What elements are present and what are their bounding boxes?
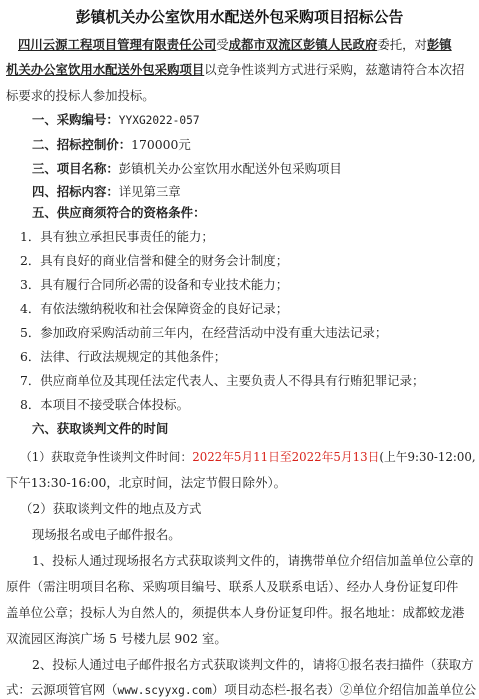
qualification-item: 2．具有良好的商业信誉和健全的财务会计制度； [20, 253, 289, 268]
qualification-item: 5．参加政府采购活动前三年内，在经营活动中没有重大违法记录； [20, 325, 388, 340]
website-link[interactable]: www.scyyxg.com [117, 684, 212, 697]
item-value: YYXG2022-057 [118, 114, 200, 127]
item-value: 详见第三章 [118, 184, 181, 199]
time-text: （1）获取竞争性谈判文件时间： [20, 450, 193, 464]
onsite-line: 双流园区海滨广场 5 号楼九层 902 室。 [6, 631, 227, 646]
qualification-heading: 五、供应商须符合的资格条件： [32, 205, 206, 220]
place-heading: （2）获取谈判文件的地点及方式 [20, 501, 202, 516]
intro-line-2 [6, 62, 464, 78]
item-control-price [32, 137, 191, 153]
item-label: 三、项目名称： [32, 161, 119, 176]
item-procurement-number [32, 112, 200, 129]
item-label: 一、采购编号： [32, 112, 119, 127]
item-label: 四、招标内容： [32, 184, 119, 199]
onsite-line: 原件（需注明项目名称、采购项目编号、联系人及联系电话）、经办人身份证复印件 [6, 579, 459, 594]
intro-text: 受 [216, 37, 229, 52]
item-label: 二、招标控制价： [32, 137, 132, 152]
onsite-line: 盖单位公章；投标人为自然人的，须提供本人身份证复印件。报名地址：成都蛟龙港 [6, 605, 465, 620]
qualification-item: 8．本项目不接受联合体投标。 [20, 397, 189, 412]
qualification-item: 3．具有履行合同所必需的设备和专业技术能力； [20, 277, 289, 292]
page-title: 彭镇机关办公室饮用水配送外包采购项目招标公告 [75, 8, 404, 26]
email-text: 式：云源项管官网（ [6, 682, 118, 697]
intro-line-3: 标要求的投标人参加投标。 [6, 88, 155, 103]
client-name: 成都市双流区彭镇人民政府 [228, 37, 378, 52]
item-value: 170000元 [131, 137, 191, 152]
email-line: 2、投标人通过电子邮件报名方式获取谈判文件的，请将①报名表扫描件（获取方 [32, 657, 474, 672]
item-tender-content [32, 184, 181, 200]
qualification-item: 6．法律、行政法规规定的其他条件； [20, 349, 227, 364]
email-line [6, 682, 476, 699]
time-text: (上午9:30-12:00, [379, 450, 476, 464]
project-name-inline: 机关办公室饮用水配送外包采购项目 [6, 62, 205, 77]
qualification-item: 4．有依法缴纳税收和社会保障资金的良好记录； [20, 301, 289, 316]
qualification-item: 1．具有独立承担民事责任的能力； [20, 229, 214, 244]
email-text: ）项目动态栏-报名表）②单位介绍信加盖单位公 [211, 682, 477, 697]
date-range: 2022年5月11日至2022年5月13日 [192, 450, 380, 464]
time-line-2: 下午13:30-16:00，北京时间，法定节假日除外）。 [6, 475, 287, 490]
place-method: 现场报名或电子邮件报名。 [32, 527, 181, 542]
agency-name: 四川云源工程项目管理有限责任公司 [18, 37, 217, 52]
intro-line-1 [18, 37, 452, 53]
intro-text: 以竞争性谈判方式进行采购，兹邀请符合本次招 [204, 62, 465, 77]
project-name-inline: 彭镇 [426, 37, 452, 52]
item-value: 彭镇机关办公室饮用水配送外包采购项目 [118, 161, 342, 176]
time-line-1 [20, 449, 476, 465]
onsite-line: 1、投标人通过现场报名方式获取谈判文件的，请携带单位介绍信加盖单位公章的 [32, 553, 474, 568]
section-6-heading: 六、获取谈判文件的时间 [32, 421, 169, 436]
item-project-name [32, 161, 342, 177]
qualification-item: 7．供应商单位及其现任法定代表人、主要负责人不得具有行贿犯罪记录； [20, 373, 425, 388]
intro-text: 委托，对 [377, 37, 427, 52]
